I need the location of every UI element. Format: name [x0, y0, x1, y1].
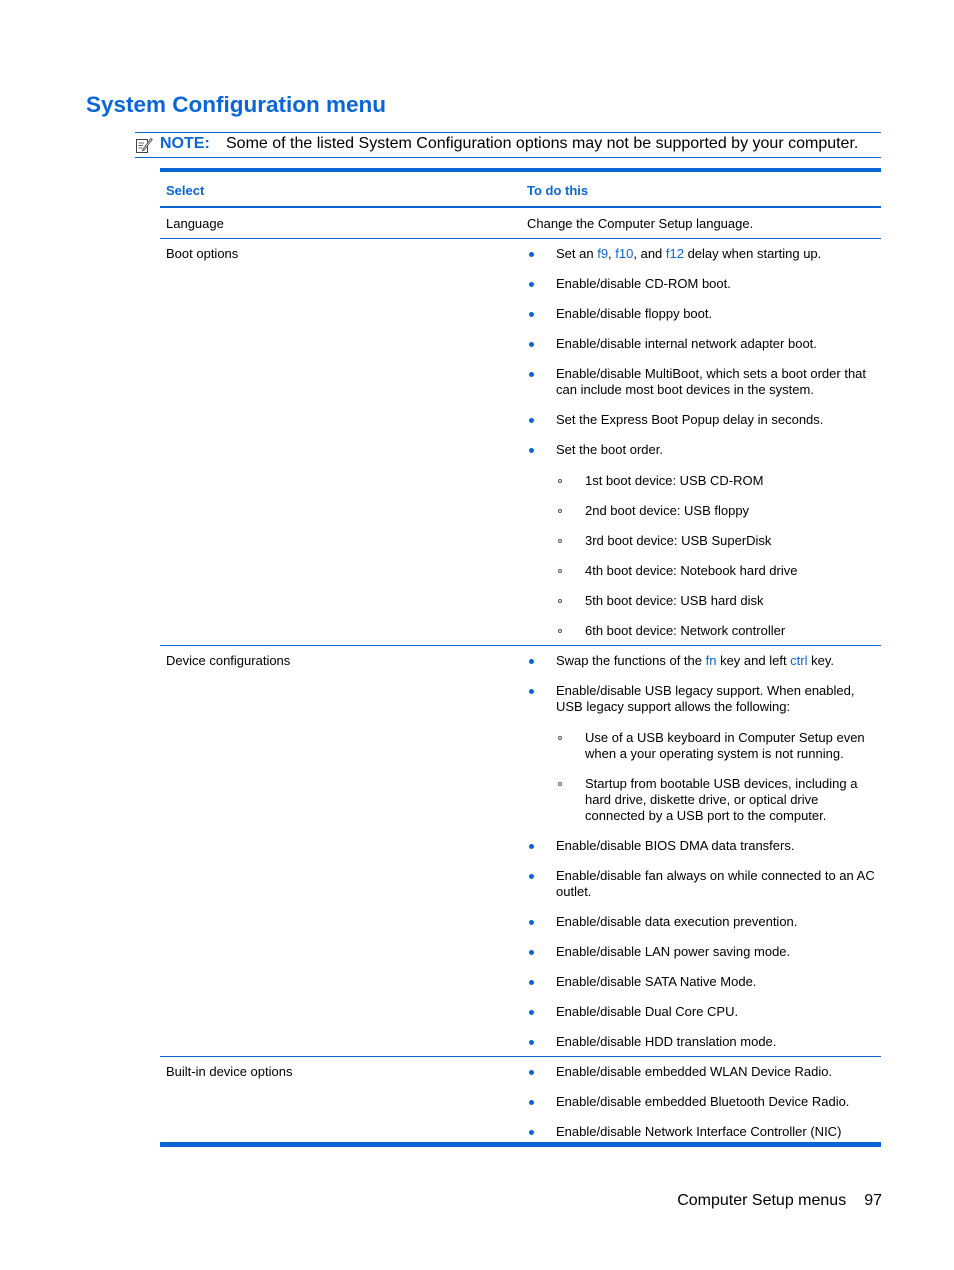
list-item: Enable/disable LAN power saving mode.: [527, 944, 875, 960]
page-footer: [677, 1192, 882, 1210]
text: Set the boot order.: [556, 442, 663, 457]
sub-list-item: 3rd boot device: USB SuperDisk: [556, 533, 875, 549]
bullet-list: [527, 246, 875, 639]
list-item: Enable/disable HDD translation mode.: [527, 1034, 875, 1050]
sub-list-item: 5th boot device: USB hard disk: [556, 593, 875, 609]
cell-todo: [521, 239, 881, 646]
list-item: Enable/disable MultiBoot, which sets a boot order that can include most boot devices in the system.: [527, 366, 875, 398]
cell-select: Boot options: [160, 239, 521, 646]
key-f12: f12: [665, 246, 684, 261]
note-text: Some of the listed System Configuration options may not be supported by your computer.: [226, 135, 859, 152]
cell-select: Device configurations: [160, 646, 521, 1057]
list-item: Enable/disable internal network adapter boot.: [527, 336, 875, 352]
key-f10: f10: [615, 246, 634, 261]
text: , and: [633, 246, 666, 261]
list-item: [527, 653, 875, 669]
cell-select: Built-in device options: [160, 1057, 521, 1145]
text: Enable/disable USB legacy support. When enabled, USB legacy support allows the following:: [556, 683, 855, 714]
page-number: 97: [864, 1192, 882, 1209]
header-todo: To do this: [521, 170, 881, 207]
list-item: [527, 442, 875, 639]
key-ctrl: ctrl: [790, 653, 808, 668]
sub-list: [556, 473, 875, 639]
table-row-built-in-device-options: [160, 1057, 881, 1145]
list-item: Enable/disable embedded WLAN Device Radio.: [527, 1064, 875, 1080]
sub-list-item: 4th boot device: Notebook hard drive: [556, 563, 875, 579]
list-item: Enable/disable CD-ROM boot.: [527, 276, 875, 292]
footer-section: Computer Setup menus: [677, 1192, 847, 1209]
text: key and left: [716, 653, 791, 668]
bullet-list: [527, 653, 875, 1050]
list-item: [527, 683, 875, 824]
sub-list-item: Use of a USB keyboard in Computer Setup even when a your operating system is not running.: [556, 730, 875, 762]
text: Set an: [556, 246, 598, 261]
text: key.: [807, 653, 835, 668]
cell-todo: [521, 646, 881, 1057]
list-item: Enable/disable fan always on while connected to an AC outlet.: [527, 868, 875, 900]
text: Swap the functions of the: [556, 653, 706, 668]
list-item: Enable/disable SATA Native Mode.: [527, 974, 875, 990]
sub-list: [556, 730, 875, 824]
header-select: Select: [160, 170, 521, 207]
cell-todo: [521, 1057, 881, 1145]
key-f9: f9: [597, 246, 609, 261]
key-fn: fn: [705, 653, 717, 668]
table-row-language: [160, 207, 881, 239]
list-item: [527, 246, 875, 262]
sub-list-item: 2nd boot device: USB floppy: [556, 503, 875, 519]
cell-todo: Change the Computer Setup language.: [527, 216, 754, 231]
sub-list-item: 6th boot device: Network controller: [556, 623, 875, 639]
table-row-device-configurations: [160, 646, 881, 1057]
note-pencil-icon: [135, 136, 153, 154]
system-configuration-table: [160, 168, 881, 1147]
page-title: System Configuration menu: [86, 92, 387, 117]
list-item: Enable/disable data execution prevention.: [527, 914, 875, 930]
text: ,: [608, 246, 616, 261]
list-item: Enable/disable embedded Bluetooth Device Radio.: [527, 1094, 875, 1110]
cell-select: Language: [166, 216, 224, 231]
list-item: Enable/disable floppy boot.: [527, 306, 875, 322]
list-item: Set the Express Boot Popup delay in seconds.: [527, 412, 875, 428]
table-header-row: [160, 170, 881, 207]
note-box: [135, 132, 881, 158]
text: delay when starting up.: [683, 246, 822, 261]
list-item: Enable/disable BIOS DMA data transfers.: [527, 838, 875, 854]
table-row-boot-options: [160, 239, 881, 646]
sub-list-item: 1st boot device: USB CD-ROM: [556, 473, 875, 489]
list-item: Enable/disable Dual Core CPU.: [527, 1004, 875, 1020]
note-label: NOTE:: [160, 135, 210, 152]
sub-list-item: Startup from bootable USB devices, including a hard drive, diskette drive, or optical drive connected by a USB port to the computer.: [556, 776, 875, 824]
bullet-list: [527, 1064, 875, 1140]
list-item: Enable/disable Network Interface Controller (NIC): [527, 1124, 875, 1140]
